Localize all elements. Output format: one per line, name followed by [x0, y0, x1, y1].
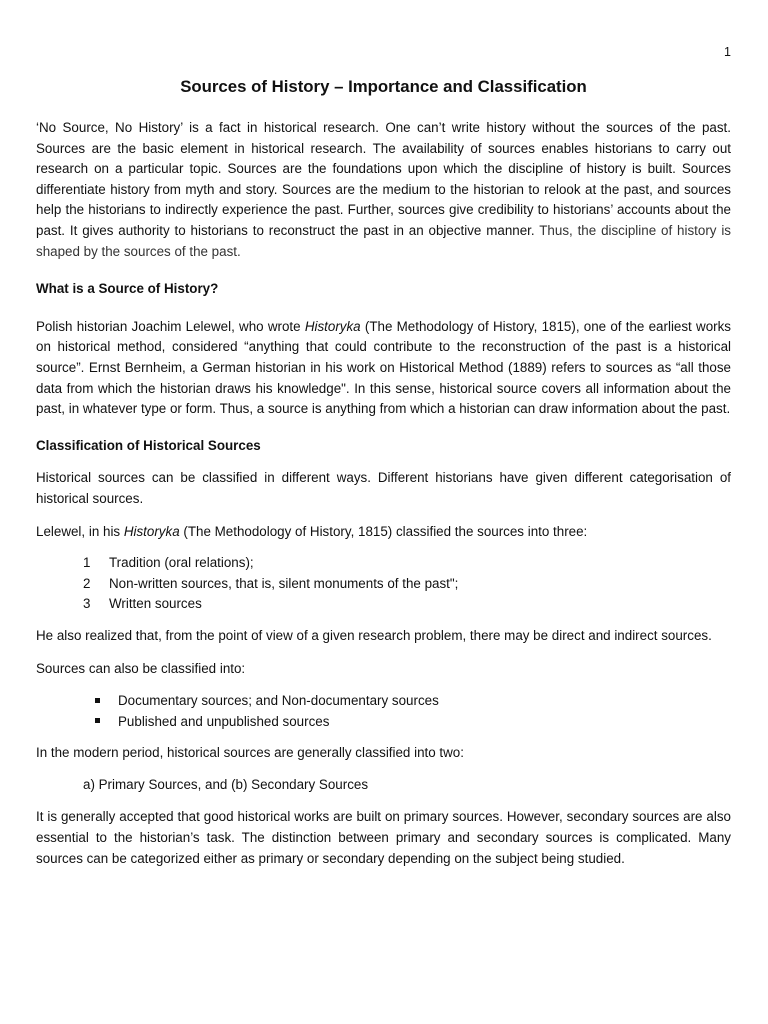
lelewel-text-a: Lelewel, in his: [36, 523, 124, 539]
what-text-c: (The Methodology of History, 1815), one of the earliest works on historical method, considered “anything that could contribute to the reconstruction of the past is a historical source”. Ernst Bernheim, a German historian in his work on Historical Method (1889) refers to sources as “all those data from which the historian draws his knowledge". In this sense, historical source covers all information about the past, in whatever type or form. Thus, a source is anything from which a historian can draw information about the past.: [36, 318, 731, 417]
intro-paragraph: [36, 118, 731, 262]
list-item: [83, 594, 731, 615]
direct-indirect-paragraph: He also realized that, from the point of view of a given research problem, there may be direct and indirect sources.: [36, 627, 712, 643]
bullet-text: Published and unpublished sources: [118, 713, 330, 729]
document-title: Sources of History – Importance and Classification: [180, 77, 587, 96]
square-bullet-icon: [95, 698, 100, 703]
bullet-text: Documentary sources; and Non-documentary sources: [118, 693, 439, 709]
bullet-item: [83, 712, 731, 733]
what-paragraph: [36, 317, 731, 420]
intro-tail-text: Thus, the discipline of history is shaped by the sources of the past.: [36, 222, 732, 259]
list-item-text: Written sources: [109, 596, 202, 612]
modern-period-paragraph: In the modern period, historical sources are generally classified into two:: [36, 745, 464, 761]
lelewel-text-c: (The Methodology of History, 1815) classified the sources into three:: [179, 523, 588, 539]
bullet-list: [36, 691, 731, 732]
list-number: 3: [83, 596, 91, 612]
list-item-text: Tradition (oral relations);: [109, 555, 254, 571]
final-paragraph: It is generally accepted that good historical works are built on primary sources. However, secondary sources are also essential to the historian’s task. The distinction between primary and secondary sources is complicated. Many sources can be categorized either as primary or secondary depending on the subject being studied.: [36, 809, 731, 866]
page-number: 1: [724, 45, 731, 59]
heading-classification: Classification of Historical Sources: [36, 437, 261, 453]
also-classified-paragraph: Sources can also be classified into:: [36, 661, 246, 677]
list-item-text: Non-written sources, that is, silent monuments of the past";: [109, 575, 459, 591]
classification-paragraph: Historical sources can be classified in different ways. Different historians have given different categorisation of historical sources.: [36, 470, 731, 506]
list-number: 1: [83, 555, 91, 571]
list-item: [83, 574, 731, 595]
heading-what-is-source: What is a Source of History?: [36, 281, 219, 297]
what-historyka-italic: Historyka: [304, 318, 361, 334]
primary-secondary-line: a) Primary Sources, and (b) Secondary Sources: [83, 776, 369, 792]
bullet-item: [83, 691, 731, 712]
list-number: 2: [83, 575, 91, 591]
lelewel-paragraph: [36, 522, 731, 543]
square-bullet-icon: [95, 718, 100, 723]
intro-main-text: ‘No Source, No History’ is a fact in historical research. One can’t write history without the sources of the past. Sources are the basic element in historical research. The availability of sources enables historians to carry out research on a particular topic. Sources are the foundations upon which the discipline of history is built. Sources differentiate history from myth and story. Sources are the medium to the historian to relook at the past, and sources help the historians to indirectly experience the past. Further, sources give credibility to historians’ accounts about the past. It gives authority to historians to reconstruct the past in an objective manner.: [36, 120, 731, 238]
numbered-list: [36, 553, 731, 615]
lelewel-historyka-italic: Historyka: [123, 523, 180, 539]
what-text-a: Polish historian Joachim Lelewel, who wrote: [36, 318, 305, 334]
list-item: [83, 553, 731, 574]
